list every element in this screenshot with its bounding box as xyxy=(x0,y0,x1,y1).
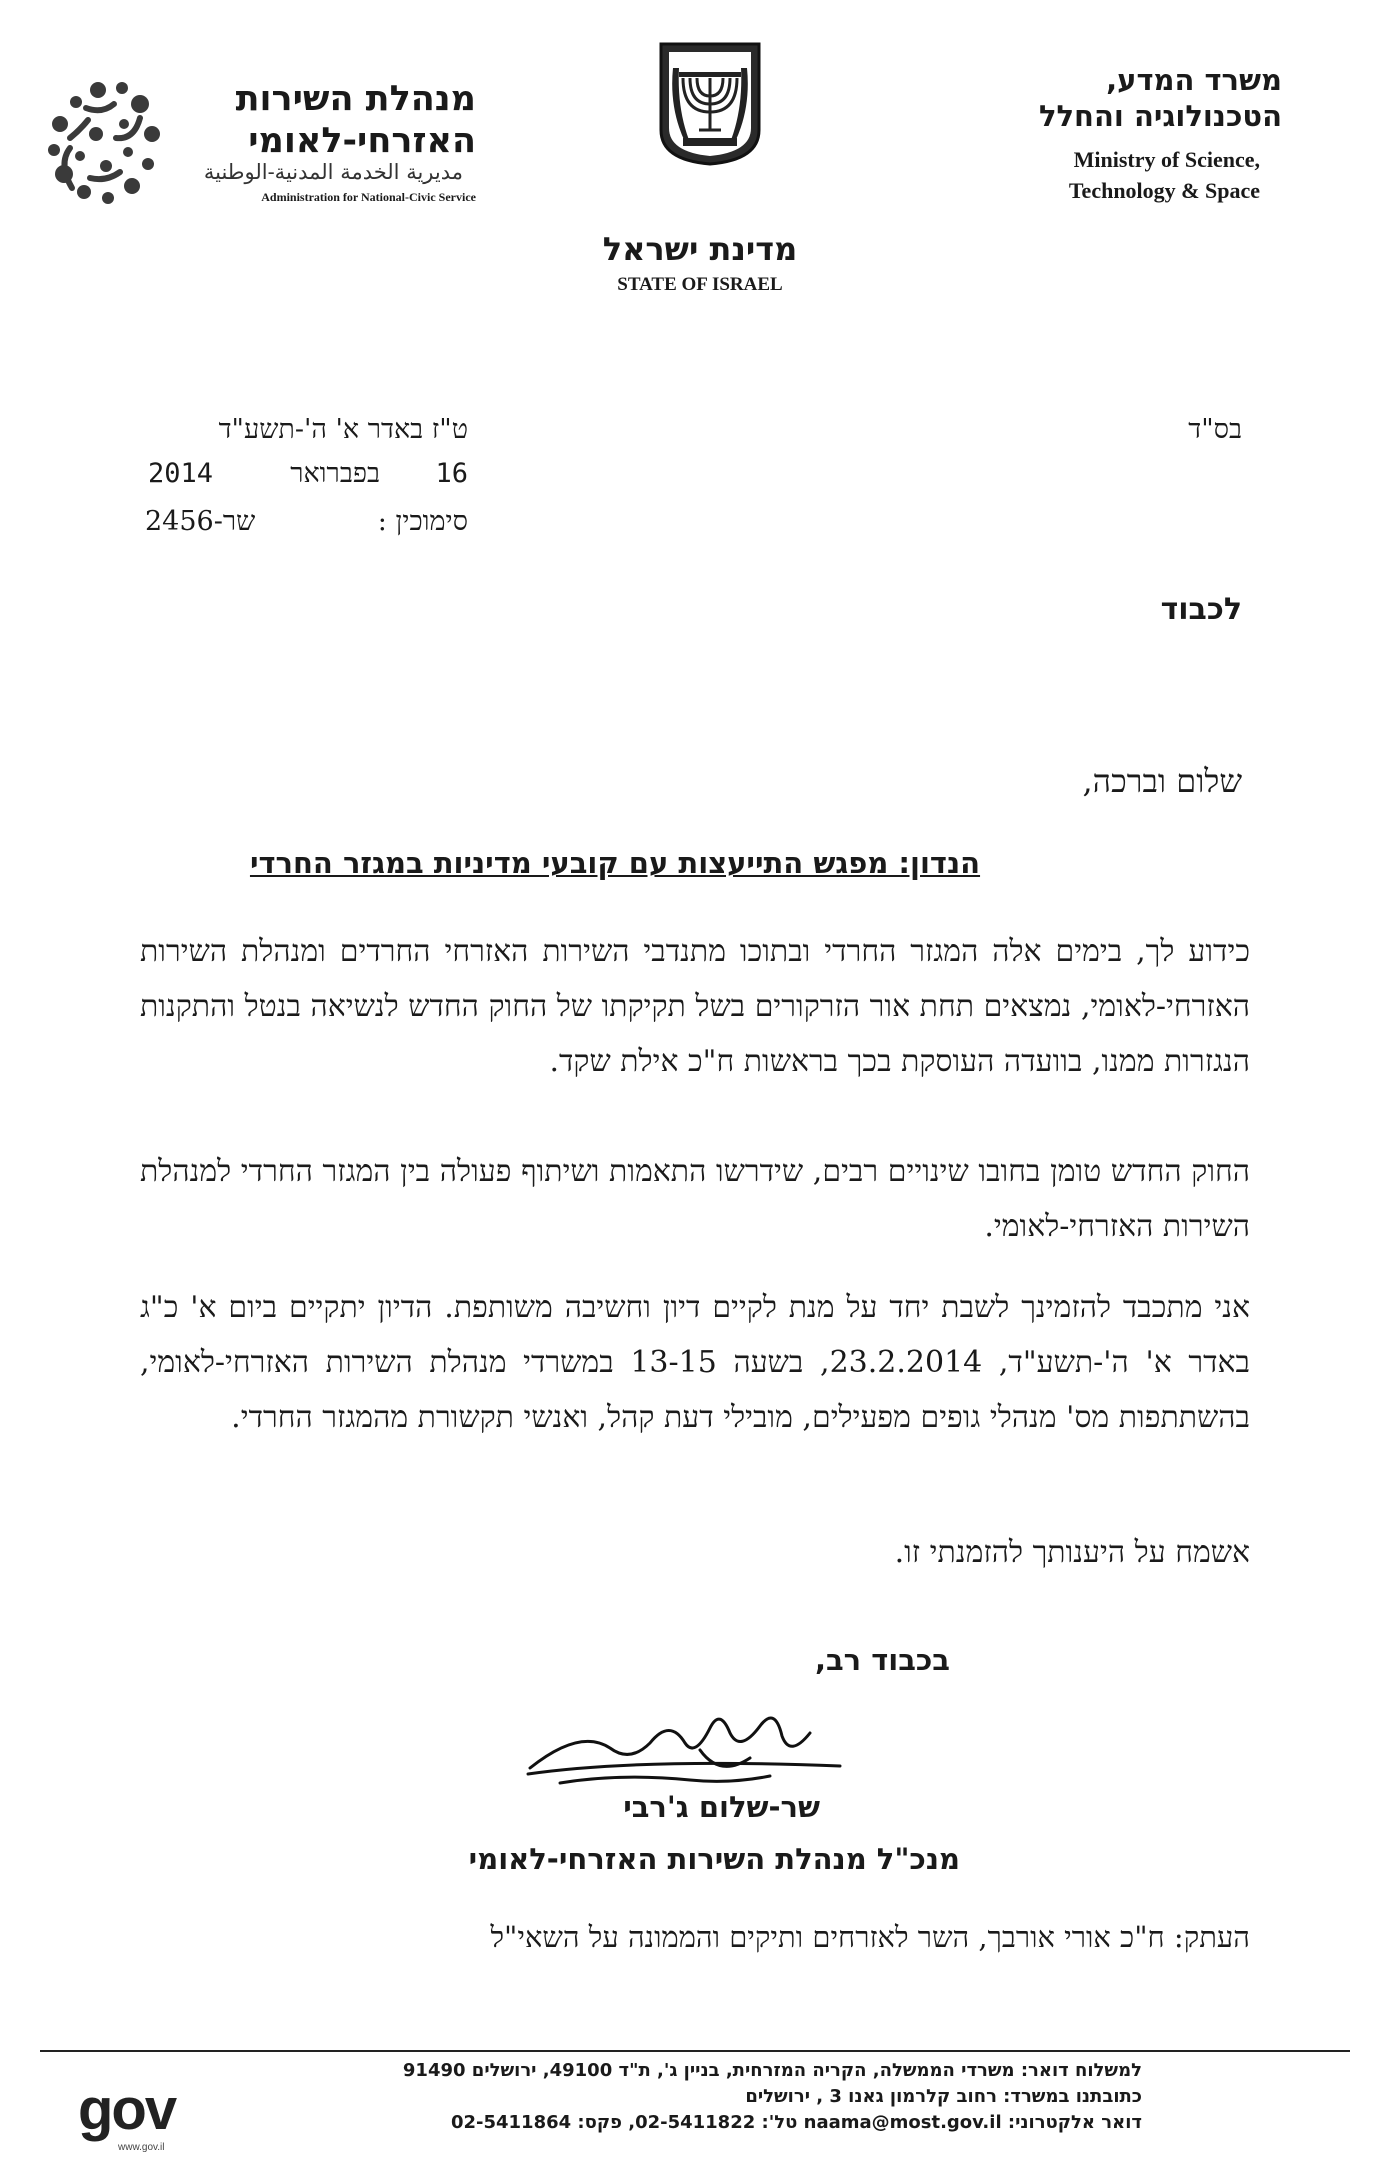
signer-name: שר-שלום ג'רבי xyxy=(623,1790,820,1824)
admin-name-hebrew xyxy=(176,78,476,162)
date-month: בפברואר xyxy=(290,458,380,489)
gov-logo-url: www.gov.il xyxy=(118,2142,165,2153)
state-name-hebrew: מדינת ישראל xyxy=(602,230,798,268)
signer-title: מנכ"ל מנהלת השירות האזרחי-לאומי xyxy=(468,1842,960,1876)
closing: בכבוד רב, xyxy=(814,1643,950,1677)
footer-office-address: כתובתנו במשרד: רחוב קלרמון גאנו 3 , ירושלים xyxy=(745,2086,1142,2107)
letter-subject: הנדון: מפגש התייעצות עם קובעי מדיניות במגזר החרדי xyxy=(249,846,981,880)
body-paragraph: אשמח על היענותך להזמנתי זו. xyxy=(894,1535,1250,1570)
national-service-logo-icon xyxy=(36,68,166,218)
ministry-name-english xyxy=(840,144,1260,206)
admin-name-hebrew-line2: האזרחי-לאומי xyxy=(248,121,476,161)
footer-contact: דואר אלקטרוני: naama@most.gov.il טל': 02-5411822, פקס: 02-5411864 xyxy=(450,2112,1142,2133)
date-hebrew: ט"ז באדר א' ה'-תשע"ד xyxy=(218,414,468,445)
body-paragraph: החוק החדש טומן בחובו שינויים רבים, שידרשו התאמות ושיתוף פעולה בין המגזר החרדי למנהלת השירות האזרחי-לאומי. xyxy=(140,1154,1250,1244)
salutation: לכבוד xyxy=(1160,592,1242,627)
date-year: 2014 xyxy=(148,458,214,489)
cc-line: העתק: ח"כ אורי אורבך, השר לאזרחים ותיקים והממונה על השאי"ל xyxy=(490,1920,1250,1954)
admin-name-english: Administration for National-Civic Service xyxy=(261,190,476,204)
admin-name-hebrew-line1: מנהלת השירות xyxy=(235,79,476,119)
reference-label: סימוכין : xyxy=(377,506,468,537)
reference-value: שר-2456 xyxy=(145,506,256,537)
body-paragraph: אני מתכבד להזמינך לשבת יחד על מנת לקיים דיון וחשיבה משותפת. הדיון יתקיים ביום א' כ"ג באדר א' ה'-תשע"ד, 23.2.2014, בשעה 13-15 במשרדי מנהלת השירות האזרחי-לאומי, בהשתתפות מס' מנהלי גופים מפעילים, מובילי דעת קהל, ואנשי תקשורת מהמגזר החרדי. xyxy=(140,1290,1250,1435)
admin-name-arabic: مديرية الخدمة المدنية-الوطنية xyxy=(203,160,463,184)
state-emblem-icon xyxy=(655,38,765,168)
ministry-name-hebrew-line2: הטכנולוגיה והחלל xyxy=(1038,99,1282,133)
reference-row xyxy=(145,506,468,540)
handwritten-signature-icon xyxy=(520,1688,850,1798)
state-name-english: STATE OF ISRAEL xyxy=(617,274,783,295)
ministry-name-hebrew-line1: משרד המדע, xyxy=(1106,63,1282,97)
ministry-name-english-line1: Ministry of Science, xyxy=(1073,147,1260,172)
gov-logo-icon: gov xyxy=(78,2077,176,2142)
bsd-header: בס"ד xyxy=(1188,414,1242,445)
footer-mail-address: למשלוח דואר: משרדי הממשלה, הקריה המזרחית, בניין ג', ת"ד 49100, ירושלים 91490 xyxy=(402,2060,1142,2081)
body-paragraph: כידוע לך, בימים אלה המגזר החרדי ובתוכו מתנדבי השירות האזרחי החרדים ומנהלת השירות האזרחי-לאומי, נמצאים תחת אור הזרקורים בשל תקיקתו של החוק החדש לנשיאה בנטל והתקנות הנגזרות ממנו, בוועדה העוסקת בכך בראשות ח"כ אילת שקד. xyxy=(140,934,1250,1079)
footer-divider xyxy=(40,2050,1350,2052)
ministry-name-hebrew xyxy=(862,62,1282,134)
ministry-name-english-line2: Technology & Space xyxy=(1068,178,1260,203)
greeting: שלום וברכה, xyxy=(1082,762,1242,800)
date-day: 16 xyxy=(435,458,468,489)
